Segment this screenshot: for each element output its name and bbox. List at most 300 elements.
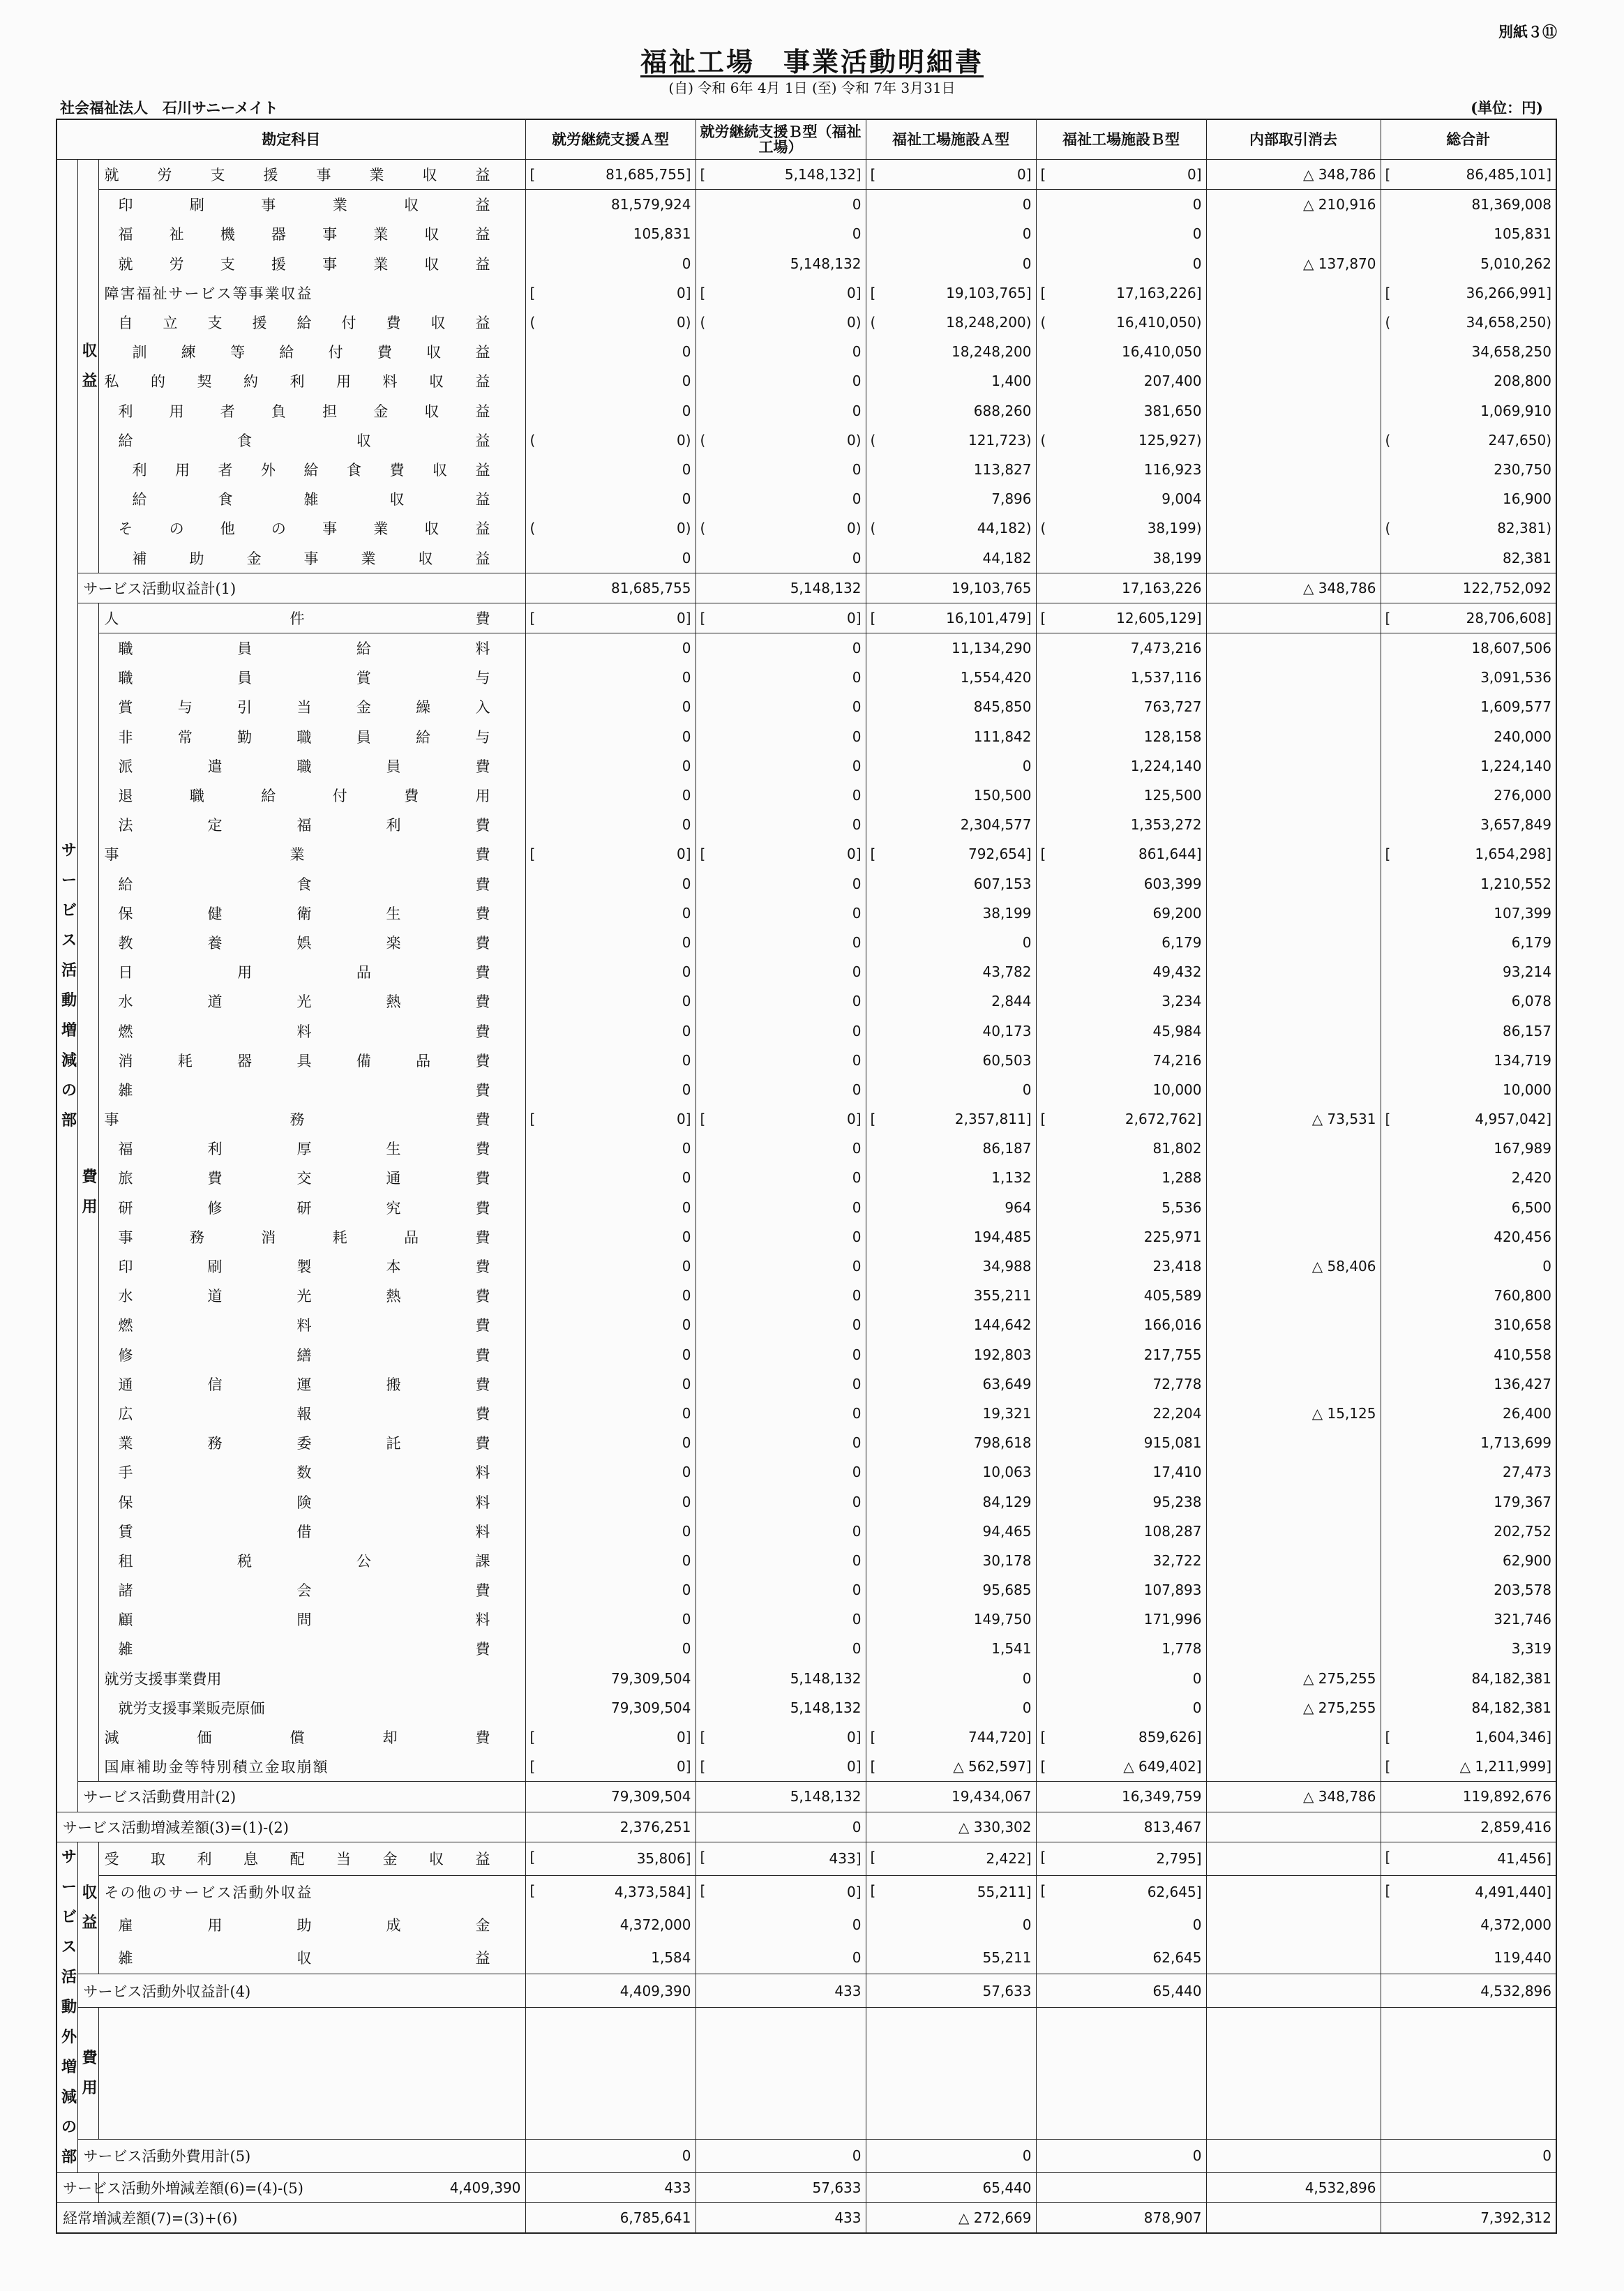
amount-value: 1,132 — [991, 1169, 1032, 1187]
amount-cell — [696, 1575, 866, 1605]
account-label — [98, 366, 525, 396]
amount-cell — [866, 1340, 1036, 1369]
amount-cell — [1381, 190, 1556, 220]
table-row — [57, 1104, 1556, 1134]
amount-value: △ 348,786 — [1303, 1788, 1376, 1805]
account-label-text: 就労支援事業収益 — [104, 167, 490, 184]
amount-value: 0 — [682, 1582, 691, 1599]
amount-cell — [1206, 869, 1381, 899]
amount-value: 166,016 — [1143, 1316, 1202, 1334]
amount-cell — [866, 1722, 1036, 1752]
bracket-close: ] — [1546, 609, 1551, 626]
amount-cell — [696, 1752, 866, 1782]
amount-value: 410,558 — [1494, 1346, 1551, 1363]
account-label-text: 派遣職員費 — [118, 758, 490, 775]
amount-value: 5,148,132 — [784, 166, 856, 183]
amount-cell — [1036, 1752, 1206, 1782]
amount-value: 3,319 — [1511, 1640, 1551, 1658]
table-row — [57, 692, 1556, 721]
amount-value: △ 348,786 — [1303, 166, 1376, 183]
amount-cell — [696, 396, 866, 426]
amount-value: 0 — [852, 993, 862, 1010]
amount-cell — [1206, 1575, 1381, 1605]
amount-cell — [696, 1252, 866, 1281]
amount-cell — [525, 603, 696, 633]
amount-cell — [866, 1222, 1036, 1252]
amount-cell — [696, 1369, 866, 1399]
table-row — [57, 781, 1556, 810]
bracket-close: ] — [685, 1884, 691, 1901]
amount-value: 16,101,479 — [946, 609, 1026, 626]
account-label — [77, 1974, 525, 2008]
amount-cell — [1036, 1075, 1206, 1104]
table-row — [57, 751, 1556, 781]
amount-value: 9,004 — [1161, 490, 1202, 508]
amount-value: 688,260 — [973, 402, 1032, 419]
account-label-text: 旅費交通費 — [118, 1170, 490, 1187]
amount-cell — [866, 810, 1036, 839]
account-label-text: 水道光熱費 — [118, 993, 490, 1011]
amount-value: 63,649 — [982, 1375, 1032, 1392]
bracket-open: [ — [870, 609, 876, 626]
amount-value: 1,654,298 — [1475, 846, 1547, 863]
amount-value: 4,532,896 — [1305, 2179, 1376, 2196]
amount-value: 5,148,132 — [790, 579, 862, 596]
account-label — [98, 899, 525, 928]
bracket-open: [ — [1040, 846, 1046, 863]
amount-cell — [1381, 986, 1556, 1016]
account-label — [98, 1252, 525, 1281]
amount-cell — [525, 1752, 696, 1782]
amount-value: 41,456 — [1497, 1850, 1547, 1868]
amount-cell — [1036, 1399, 1206, 1428]
amount-value: △ 73,531 — [1311, 1111, 1376, 1128]
amount-cell — [866, 1046, 1036, 1075]
amount-cell — [866, 2172, 1036, 2202]
table-row — [57, 1875, 1556, 1908]
amount-value: 0 — [846, 1111, 856, 1128]
amount-cell — [696, 2172, 866, 2202]
amount-value: 6,785,641 — [619, 2209, 691, 2226]
table-row — [57, 249, 1556, 278]
bracket-close: ) — [685, 431, 691, 449]
amount-value: 0 — [852, 2147, 862, 2165]
table-row — [57, 513, 1556, 543]
account-label — [57, 1812, 525, 1842]
amount-value: 0 — [1022, 933, 1032, 951]
amount-value: 0 — [682, 1346, 691, 1363]
account-label — [98, 839, 525, 869]
amount-value: 0 — [682, 460, 691, 478]
amount-cell — [1381, 455, 1556, 484]
amount-value: 0 — [852, 816, 862, 834]
amount-cell — [1381, 1104, 1556, 1134]
amount-cell — [1036, 1605, 1206, 1634]
amount-value: 433 — [834, 2209, 862, 2226]
bracket-close: ] — [1025, 1850, 1032, 1868]
amount-value: 420,456 — [1494, 1228, 1551, 1245]
amount-value: 95,238 — [1152, 1493, 1202, 1510]
amount-cell — [525, 1016, 696, 1045]
amount-cell — [1036, 899, 1206, 928]
amount-cell — [866, 513, 1036, 543]
account-label-text: 福祉機器事業収益 — [118, 226, 490, 243]
amount-cell — [866, 190, 1036, 220]
amount-value: 0 — [1192, 225, 1202, 243]
amount-value: 192,803 — [973, 1346, 1032, 1363]
account-label — [98, 308, 525, 337]
amount-cell — [866, 219, 1036, 248]
amount-cell — [1206, 603, 1381, 633]
amount-value: 0 — [676, 1111, 686, 1128]
amount-value: 0 — [852, 1258, 862, 1275]
amount-cell — [1206, 1812, 1381, 1842]
account-label — [98, 1163, 525, 1192]
account-label — [98, 1909, 525, 1941]
amount-value: 18,248,200 — [946, 314, 1026, 331]
amount-value: 6,179 — [1511, 933, 1551, 951]
amount-cell — [696, 249, 866, 278]
amount-value: 82,381 — [1503, 549, 1551, 566]
amount-cell — [696, 1546, 866, 1575]
amount-cell — [1206, 219, 1381, 248]
amount-value: 0 — [852, 1464, 862, 1481]
table-row — [57, 543, 1556, 573]
amount-value: 150,500 — [973, 787, 1032, 804]
account-label-text: 修繕費 — [118, 1346, 490, 1364]
amount-cell — [1381, 308, 1556, 337]
amount-cell — [1036, 1487, 1206, 1516]
amount-cell — [525, 810, 696, 839]
amount-value: 0 — [852, 196, 862, 213]
amount-cell — [525, 160, 696, 190]
amount-cell — [866, 1605, 1036, 1634]
bracket-open: [ — [1385, 166, 1391, 183]
amount-value: 0 — [676, 1729, 686, 1746]
amount-cell — [1381, 1664, 1556, 1693]
amount-cell — [1381, 663, 1556, 692]
amount-value: 0 — [852, 1287, 862, 1305]
amount-cell — [866, 1875, 1036, 1908]
amount-cell — [1036, 1252, 1206, 1281]
amount-value: 0 — [852, 1493, 862, 1510]
amount-cell — [1206, 1941, 1381, 1974]
table-row — [57, 1941, 1556, 1974]
amount-cell — [525, 2008, 696, 2140]
amount-cell — [696, 663, 866, 692]
account-label-text: 事務消耗品費 — [118, 1229, 490, 1246]
amount-cell — [866, 1941, 1036, 1974]
amount-cell — [1036, 1693, 1206, 1722]
amount-value: 81,685,755 — [610, 579, 691, 596]
amount-value: 0 — [846, 431, 856, 449]
amount-value: 0 — [846, 314, 856, 331]
account-label-text: 利用者負担金収益 — [118, 403, 490, 420]
amount-cell — [1206, 1842, 1381, 1875]
amount-cell — [1036, 1974, 1206, 2008]
amount-cell — [525, 573, 696, 603]
amount-cell — [1206, 899, 1381, 928]
amount-value: 0 — [682, 1640, 691, 1658]
bracket-close: ) — [1025, 314, 1032, 331]
bracket-open: [ — [870, 166, 876, 183]
amount-value: 405,589 — [1143, 1287, 1202, 1305]
amount-cell — [866, 573, 1036, 603]
bracket-close: ) — [1025, 520, 1032, 537]
amount-cell — [696, 543, 866, 573]
account-label — [98, 869, 525, 899]
amount-cell — [1381, 1310, 1556, 1339]
amount-cell — [525, 337, 696, 366]
amount-value: 62,645 — [1147, 1884, 1196, 1901]
amount-cell — [1381, 1941, 1556, 1974]
amount-cell — [525, 513, 696, 543]
amount-value: 240,000 — [1494, 728, 1551, 745]
table-row — [57, 839, 1556, 869]
amount-cell — [866, 781, 1036, 810]
amount-cell — [1036, 1875, 1206, 1908]
bracket-open: [ — [529, 846, 536, 863]
bracket-close: ) — [685, 314, 691, 331]
amount-value: 760,800 — [1494, 1287, 1551, 1305]
amount-value: 6,500 — [1511, 1199, 1551, 1216]
amount-value: 95,685 — [982, 1582, 1032, 1599]
amount-value: 0 — [1192, 196, 1202, 213]
amount-cell — [98, 2172, 525, 2202]
table-row — [57, 1575, 1556, 1605]
amount-value: 0 — [1022, 225, 1032, 243]
amount-cell — [1036, 1909, 1206, 1941]
amount-cell — [866, 603, 1036, 633]
amount-cell — [696, 2202, 866, 2233]
account-label-text: 非常勤職員給与 — [118, 728, 490, 746]
amount-cell — [525, 396, 696, 426]
bracket-open: ( — [870, 431, 876, 449]
amount-value: 34,988 — [982, 1258, 1032, 1275]
account-label — [98, 1281, 525, 1310]
account-label-text: 租税公課 — [118, 1552, 490, 1570]
amount-cell — [1036, 869, 1206, 899]
amount-value: 0 — [852, 1818, 862, 1835]
amount-value: 38,199 — [1147, 520, 1196, 537]
account-label — [57, 2202, 525, 2233]
account-label — [98, 396, 525, 426]
amount-cell — [525, 1369, 696, 1399]
amount-value: 128,158 — [1143, 728, 1202, 745]
bracket-open: [ — [870, 846, 876, 863]
amount-value: 72,778 — [1152, 1375, 1202, 1392]
bracket-close: ] — [855, 1758, 862, 1775]
account-label-text: 給食収益 — [118, 432, 490, 449]
bracket-open: ( — [529, 520, 536, 537]
amount-value: △ 15,125 — [1311, 1404, 1376, 1422]
amount-value: 16,900 — [1503, 490, 1551, 508]
bracket-close: ) — [685, 520, 691, 537]
amount-cell — [525, 1722, 696, 1752]
bracket-open: [ — [1040, 1848, 1046, 1865]
account-label — [98, 722, 525, 751]
account-label — [77, 573, 525, 603]
account-label-text: サービス活動外収益計(4) — [83, 1983, 251, 2000]
amount-cell — [866, 337, 1036, 366]
amount-cell — [525, 278, 696, 308]
amount-cell — [866, 1634, 1036, 1663]
account-label — [98, 928, 525, 957]
amount-value: 859,626 — [1138, 1729, 1196, 1746]
amount-value: 2,422 — [986, 1850, 1026, 1868]
amount-cell — [1036, 839, 1206, 869]
amount-value: △ 649,402 — [1123, 1758, 1196, 1775]
account-label — [98, 1722, 525, 1752]
account-label — [98, 1046, 525, 1075]
amount-cell — [1036, 1281, 1206, 1310]
account-label-text: サービス活動収益計(1) — [83, 580, 236, 597]
amount-cell — [525, 1310, 696, 1339]
amount-value: 69,200 — [1152, 904, 1202, 922]
bracket-open: [ — [1385, 846, 1391, 863]
amount-cell — [525, 2139, 696, 2172]
amount-cell — [525, 1104, 696, 1134]
amount-cell — [1036, 1310, 1206, 1339]
amount-value: 81,685,755 — [606, 166, 686, 183]
amount-cell — [866, 1487, 1036, 1516]
amount-cell — [525, 455, 696, 484]
amount-cell — [1381, 2202, 1556, 2233]
amount-value: 5,536 — [1161, 1199, 1202, 1216]
amount-value: 81,802 — [1152, 1140, 1202, 1157]
account-label-text: 自立支援給付費収益 — [118, 315, 490, 332]
amount-cell — [1381, 1046, 1556, 1075]
bracket-close: ] — [1196, 1884, 1202, 1901]
amount-value: 0 — [682, 875, 691, 892]
amount-cell — [866, 2008, 1036, 2140]
amount-cell — [525, 1075, 696, 1104]
amount-value: 0 — [852, 1228, 862, 1245]
amount-value: 0 — [682, 1611, 691, 1628]
bracket-open: [ — [529, 609, 536, 626]
account-label-text: 訓練等給付費収益 — [132, 344, 490, 361]
amount-value: 0 — [682, 963, 691, 981]
amount-cell — [1036, 513, 1206, 543]
amount-value: 7,896 — [991, 490, 1032, 508]
amount-cell — [1381, 1546, 1556, 1575]
column-header-typeB: 就労継続支援Ｂ型（福祉工場） — [696, 119, 866, 160]
amount-cell — [525, 899, 696, 928]
bracket-open: [ — [870, 1728, 876, 1745]
group-service: サ ー ビ ス 活 動 増 減 の 部 — [57, 160, 77, 1812]
amount-cell — [525, 1428, 696, 1457]
amount-cell — [1206, 1104, 1381, 1134]
account-label — [98, 426, 525, 455]
account-label — [98, 1016, 525, 1045]
amount-cell — [866, 1104, 1036, 1134]
amount-value: 0 — [852, 1434, 862, 1452]
amount-value: 65,440 — [982, 2179, 1032, 2196]
amount-cell — [525, 1193, 696, 1222]
amount-cell — [696, 1842, 866, 1875]
amount-value: △ 562,597 — [953, 1758, 1026, 1775]
amount-cell — [866, 426, 1036, 455]
amount-cell — [1206, 1428, 1381, 1457]
amount-value: 0 — [682, 1140, 691, 1157]
table-row — [57, 1634, 1556, 1663]
bracket-open: [ — [529, 166, 536, 183]
account-label-text: 経常増減差額(7)=(3)+(6) — [63, 2209, 238, 2227]
amount-value: 0 — [1542, 1258, 1551, 1275]
amount-value: 0 — [1192, 1699, 1202, 1716]
bracket-open: [ — [529, 1111, 536, 1127]
amount-cell — [525, 1517, 696, 1546]
account-label-text: 就労支援事業販売原価 — [118, 1699, 265, 1717]
amount-value: 0 — [682, 698, 691, 716]
amount-value: 81,579,924 — [610, 196, 691, 213]
amount-cell — [525, 2202, 696, 2233]
bracket-open: ( — [1385, 431, 1391, 449]
account-label-text: サービス活動外費用計(5) — [83, 2148, 251, 2165]
amount-cell — [1381, 160, 1556, 190]
total-row — [57, 1974, 1556, 2008]
amount-value: 0 — [682, 757, 691, 774]
amount-value: 17,163,226 — [1116, 284, 1196, 301]
amount-cell — [1036, 219, 1206, 248]
amount-cell — [866, 899, 1036, 928]
amount-value: 4,409,390 — [619, 1982, 691, 1999]
account-label — [98, 337, 525, 366]
amount-cell — [1381, 1369, 1556, 1399]
amount-value: 2,672,762 — [1125, 1111, 1196, 1128]
account-label-text: 事業費 — [104, 846, 490, 864]
bracket-close: ] — [855, 166, 862, 183]
amount-cell — [1381, 396, 1556, 426]
amount-cell — [1381, 1634, 1556, 1663]
bracket-close: ] — [1196, 166, 1202, 183]
amount-cell — [866, 1428, 1036, 1457]
amount-cell — [866, 1693, 1036, 1722]
account-label-text: 人件費 — [104, 610, 490, 627]
amount-cell — [1036, 810, 1206, 839]
account-label — [98, 543, 525, 573]
account-label-text: 賞与引当金繰入 — [118, 699, 490, 716]
amount-value: 0 — [676, 284, 686, 301]
account-label-text: 法定福利費 — [118, 817, 490, 834]
amount-value: 0 — [846, 284, 856, 301]
amount-cell — [1206, 1517, 1381, 1546]
amount-cell — [866, 633, 1036, 663]
account-label — [98, 751, 525, 781]
amount-cell — [525, 839, 696, 869]
amount-value: 0 — [1192, 1669, 1202, 1687]
table-row — [57, 1693, 1556, 1722]
amount-cell — [1036, 1428, 1206, 1457]
table-row — [57, 663, 1556, 692]
table-row — [57, 308, 1556, 337]
amount-value: 7,473,216 — [1130, 640, 1202, 657]
amount-value: 0 — [852, 728, 862, 745]
amount-value: 207,400 — [1143, 373, 1202, 390]
amount-cell — [866, 1134, 1036, 1163]
amount-value: 0 — [852, 549, 862, 566]
bracket-open: [ — [700, 1848, 706, 1865]
amount-value: 5,148,132 — [790, 1669, 862, 1687]
account-label — [98, 1428, 525, 1457]
amount-value: 35,806 — [636, 1850, 686, 1868]
amount-value: 0 — [682, 373, 691, 390]
amount-cell — [866, 1252, 1036, 1281]
bracket-open: [ — [700, 609, 706, 626]
amount-cell — [866, 160, 1036, 190]
amount-value: 0 — [682, 993, 691, 1010]
amount-cell — [1036, 2202, 1206, 2233]
